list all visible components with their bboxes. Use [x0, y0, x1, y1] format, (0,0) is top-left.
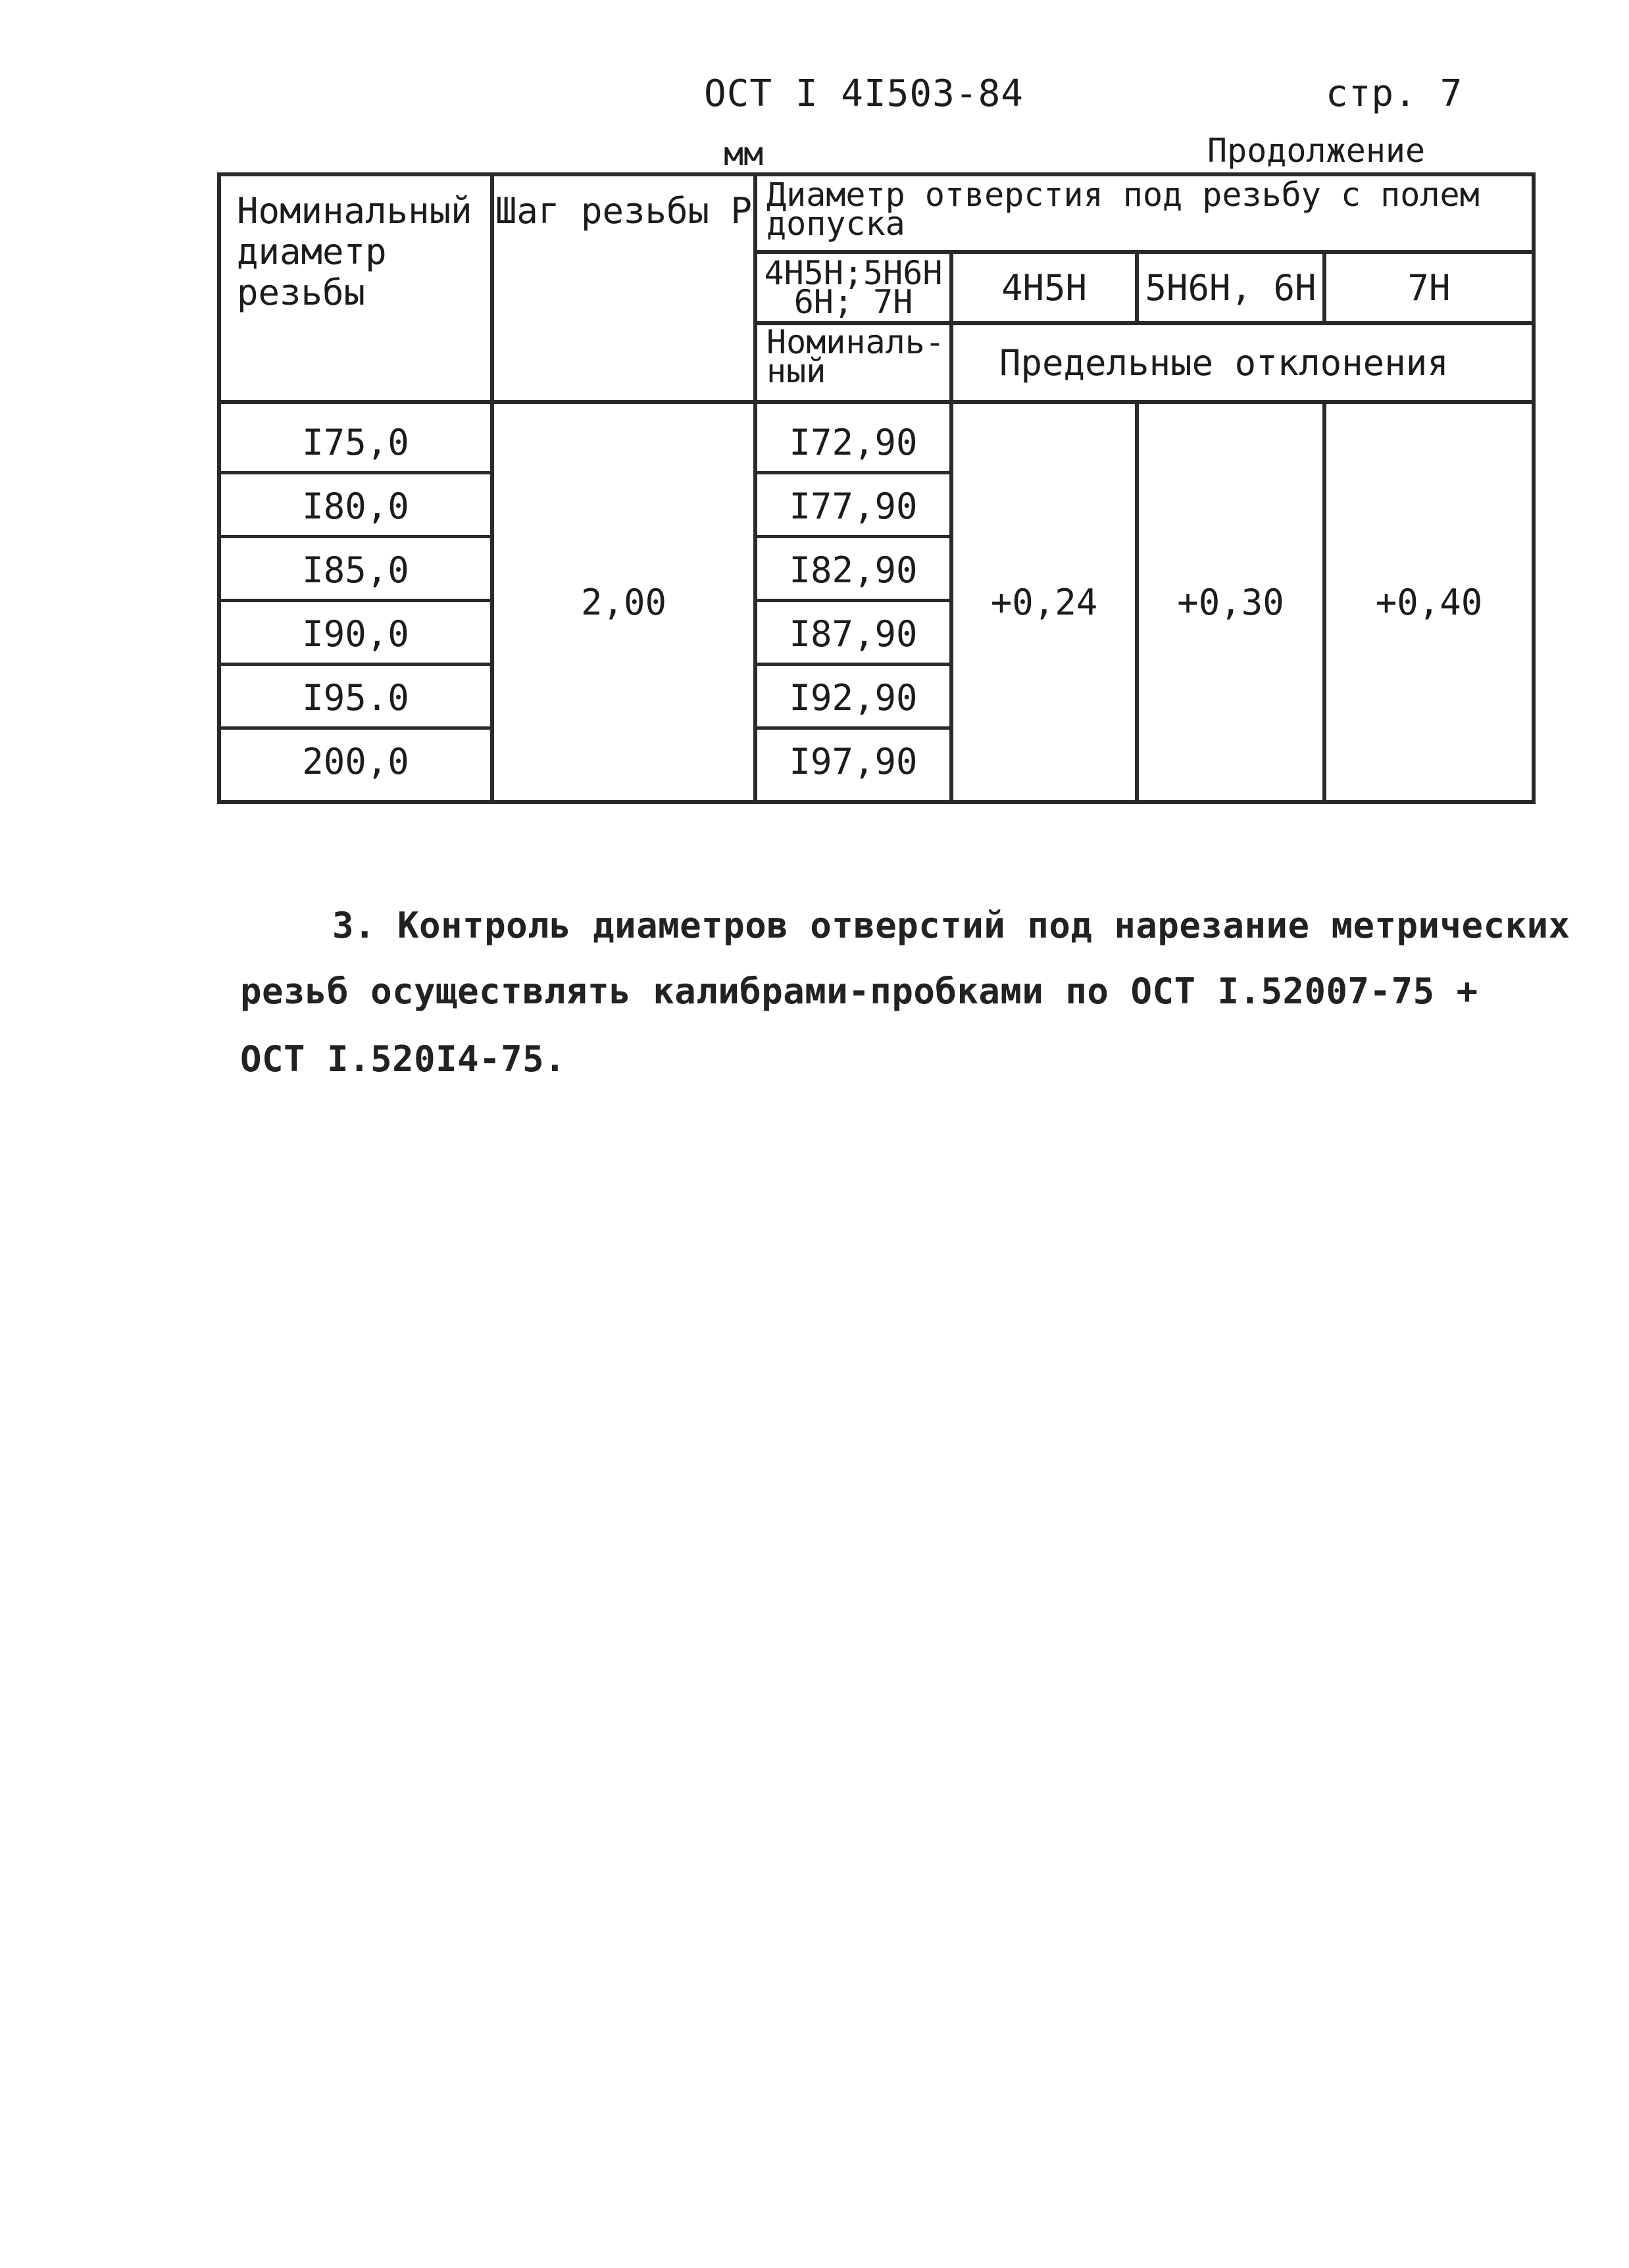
table-cell: I87,90	[757, 602, 949, 666]
table-cell: I95.0	[221, 666, 490, 730]
deviation-7h: +0,40	[1324, 402, 1534, 802]
deviation-5h6h-6h: +0,30	[1137, 402, 1324, 802]
table-cell: I82,90	[757, 538, 949, 602]
col-header-7h: 7Н	[1324, 252, 1534, 323]
hole-nominal-column	[755, 402, 951, 802]
table-cell: I90,0	[221, 602, 490, 666]
table-cell: 200,0	[302, 741, 409, 782]
paragraph-line-2: резьб осуществлять калибрами-пробками по ОСТ I.52007-75 +	[240, 970, 1478, 1012]
table-cell: I77,90	[757, 474, 949, 538]
table-cell: I80,0	[221, 474, 490, 538]
paragraph-line-3: ОСТ I.520I4-75.	[240, 1038, 566, 1080]
thread-diameter-column	[219, 402, 492, 802]
pitch-value: 2,00	[492, 402, 755, 802]
deviation-4h5h: +0,24	[951, 402, 1137, 802]
table-cell: I85,0	[221, 538, 490, 602]
thread-hole-table	[217, 172, 1536, 804]
table-cell: I72,90	[757, 411, 949, 474]
table-cell: I75,0	[221, 411, 490, 474]
col-header-4h5h: 4Н5Н	[951, 252, 1137, 323]
page-number: стр. 7	[1326, 72, 1463, 115]
units-label: мм	[724, 135, 764, 173]
col-header-hole-diameter: Диаметр отверстия под резьбу с полем допуска	[755, 174, 1534, 252]
col-header-nominal: Номиналь- ный	[755, 323, 951, 402]
document-code: ОСТ I 4I503-84	[704, 72, 1024, 115]
col-header-nominal-diameter: Номинальный диаметр резьбы	[219, 174, 492, 402]
col-header-pitch: Шаг резьбы Р	[492, 174, 755, 402]
paragraph-line-1: 3. Контроль диаметров отверстий под нарезание метрических	[332, 905, 1570, 946]
table-cell: I92,90	[757, 666, 949, 730]
col-header-5h6h-6h: 5Н6Н, 6Н	[1137, 252, 1324, 323]
col-header-limit-deviations: Предельные отклонения	[951, 323, 1534, 402]
continuation-label: Продолжение	[1207, 132, 1426, 170]
table-cell: I97,90	[789, 741, 918, 782]
col-header-tolerance-group: 4Н5Н;5Н6Н 6Н; 7Н	[755, 252, 951, 323]
